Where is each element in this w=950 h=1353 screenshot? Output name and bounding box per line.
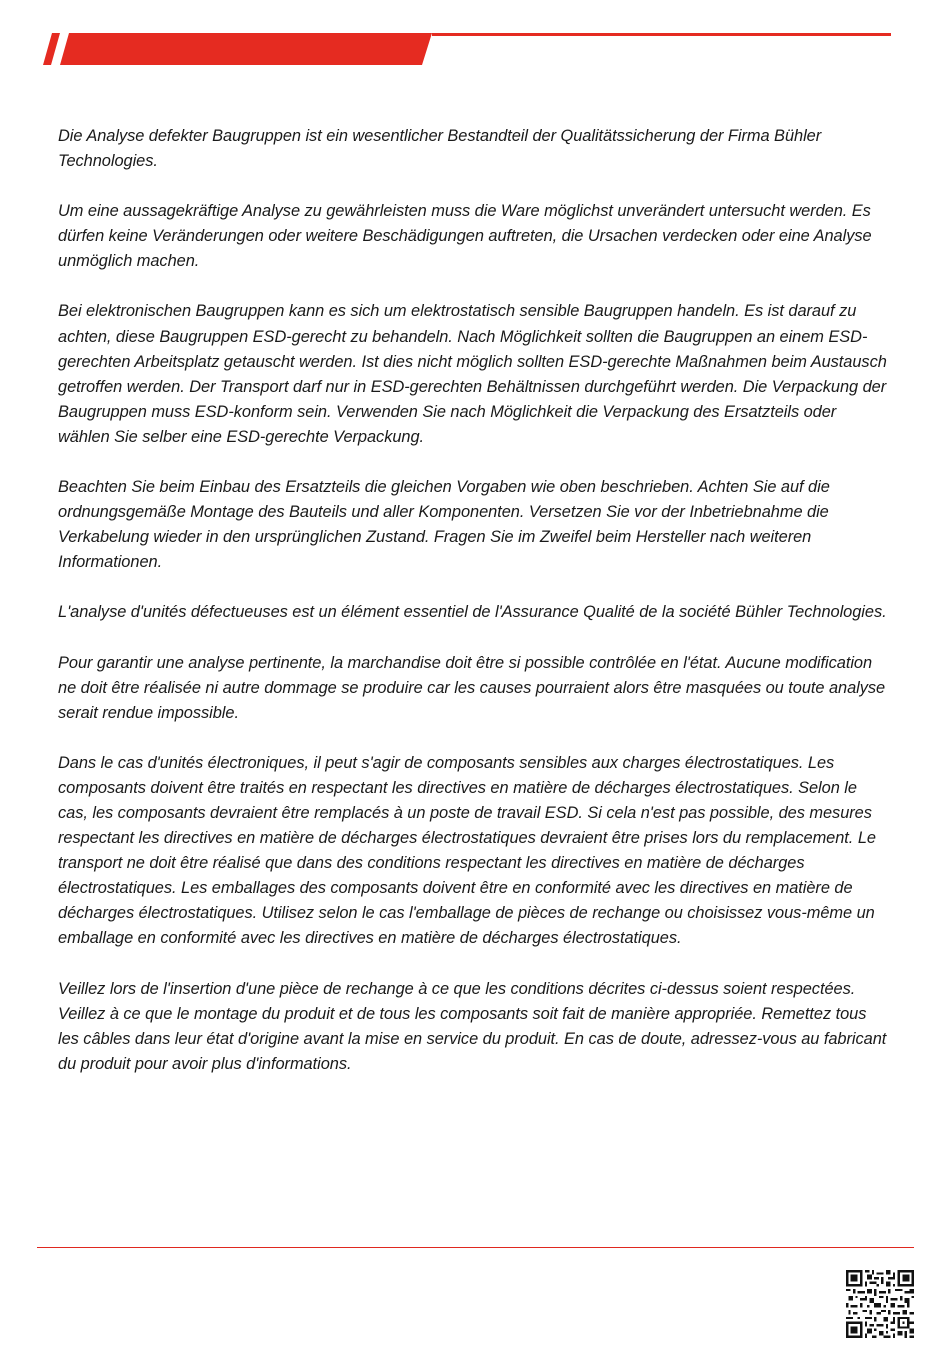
header-rule-line xyxy=(432,33,891,36)
header-band xyxy=(0,0,950,80)
paragraph-fr-3: Dans le cas d'unités électroniques, il peut s'agir de composants sensibles aux charges électrostatiques. Les composants doivent être traités en respectant les directives en matière de décharges électrostatiques. Selon le cas, les composants devraient être remplacés à un poste de travail ESD. Si cela n'est pas possible, des mesures respectant les directives en matière de décharges électrostatiques devraient être prises lors du remplacement. Le transport ne doit être réalisé que dans des conditions respectant les directives en matière de décharges électrostatiques. Les emballages des composants doivent être en conformité avec les directives en matière de décharges électrostatiques. Utilisez selon le cas l'emballage de pièces de rechange ou choisissez vous-même un emballage en conformité avec les directives en matière de décharges électrostatiques. xyxy=(58,753,876,948)
document-body xyxy=(58,124,888,1102)
header-slash-stripe xyxy=(43,33,60,65)
paragraph-de-2: Um eine aussagekräftige Analyse zu gewährleisten muss die Ware möglichst unverändert untersucht werden. Es dürfen keine Veränderungen oder weitere Beschädigungen auftreten, die Ursachen verdecken oder eine Analyse unmöglich machen. xyxy=(58,202,872,271)
paragraph-fr-4: Veillez lors de l'insertion d'une pièce de rechange à ce que les conditions décrites ci-dessus soient respectées. Veillez à ce que le montage du produit et de tous les composants soit fait de manière appropriée. Remettez tous les câbles dans leur état d'origine avant la mise en service du produit. En cas de doute, adressez-vous au fabricant du produit pour avoir plus d'informations. xyxy=(58,979,887,1073)
paragraph-fr-2: Pour garantir une analyse pertinente, la marchandise doit être si possible contrôlée en l'état. Aucune modification ne doit être réalisée ni autre dommage se produire car les causes pourraient alors être masquées ou toute analyse serait rendue impossible. xyxy=(58,653,886,722)
paragraph-de-1: Die Analyse defekter Baugruppen ist ein wesentlicher Bestandteil der Qualitätssicherung der Firma Bühler Technologies. xyxy=(58,127,822,171)
paragraph-fr-1: L'analyse d'unités défectueuses est un élément essentiel de l'Assurance Qualité de la société Bühler Technologies. xyxy=(58,603,887,622)
paragraph-de-3: Bei elektronischen Baugruppen kann es sich um elektrostatisch sensible Baugruppen handeln. Es ist darauf zu achten, diese Baugruppen ESD-gerecht zu behandeln. Nach Möglichkeit sollten die Baugruppen an einem ESD-gerechten Arbeitsplatz getauscht werden. Ist dies nicht möglich sollten ESD-gerechte Maßnahmen beim Austausch getroffen werden. Der Transport darf nur in ESD-gerechten Behältnissen durchgeführt werden. Die Verpackung der Baugruppen muss ESD-konform sein. Verwenden Sie nach Möglichkeit die Verpackung des Ersatzteils oder wählen Sie selber eine ESD-gerechte Verpackung. xyxy=(58,302,887,446)
header-red-bar xyxy=(60,33,432,65)
footer-rule xyxy=(37,1247,914,1248)
qr-code-icon xyxy=(846,1270,914,1338)
paragraph-de-4: Beachten Sie beim Einbau des Ersatzteils die gleichen Vorgaben wie oben beschrieben. Achten Sie auf die ordnungsgemäße Montage des Bauteils und aller Komponenten. Versetzen Sie vor der Inbetriebnahme die Verkabelung wieder in den ursprünglichen Zustand. Fragen Sie im Zweifel beim Hersteller nach weiteren Informationen. xyxy=(58,478,830,572)
